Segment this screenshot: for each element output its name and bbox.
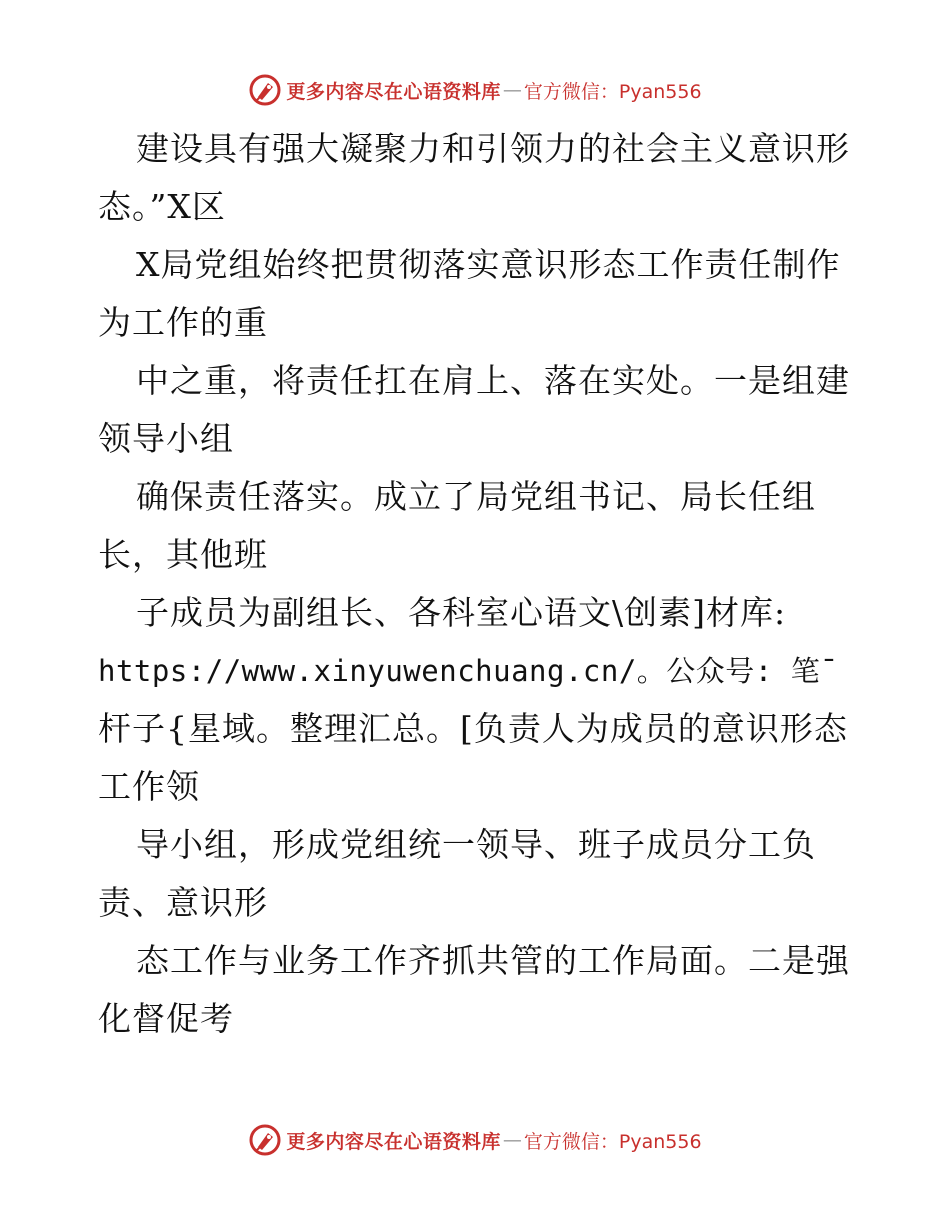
pen-nib-logo-icon [248, 73, 282, 107]
body-line: 工作领 [98, 767, 200, 806]
body-line: 责、意识形 [98, 883, 268, 922]
document-body [98, 120, 858, 1048]
body-line: 中之重，将责任扛在肩上、落在实处。一是组建 [136, 361, 850, 400]
header-watermark-contact: 官方微信：Pyan556 [523, 80, 702, 103]
body-line: 杆子{星域。整理汇总。[负责人为成员的意识形态 [98, 709, 848, 748]
footer-watermark [0, 1120, 950, 1160]
body-line: 子成员为副组长、各科室心语文\创素]材库: [136, 593, 787, 632]
body-line: 态工作与业务工作齐抓共管的工作局面。二是强 [136, 941, 850, 980]
header-watermark [0, 70, 950, 110]
body-line: 化督促考 [98, 999, 234, 1038]
body-line: 态。”X区 [98, 187, 226, 226]
body-line: 领导小组 [98, 419, 234, 458]
body-line: 长，其他班 [98, 535, 268, 574]
header-watermark-text: 更多内容尽在心语资料库 [286, 80, 501, 103]
footer-watermark-contact: 官方微信：Pyan556 [523, 1130, 702, 1153]
body-line: 建设具有强大凝聚力和引领力的社会主义意识形 [136, 129, 850, 168]
body-line: 导小组，形成党组统一领导、班子成员分工负 [136, 825, 816, 864]
pen-nib-logo-icon [248, 1123, 282, 1157]
body-line: 为工作的重 [98, 303, 268, 342]
body-line: X局党组始终把贯彻落实意识形态工作责任制作 [136, 245, 841, 284]
body-line: 确保责任落实。成立了局党组书记、局长任组 [136, 477, 816, 516]
body-line-url: https://www.xinyuwenchuang.cn/。公众号: 笔¯ [98, 654, 839, 688]
footer-watermark-dash: — [502, 1129, 522, 1151]
header-watermark-dash: — [502, 79, 522, 101]
footer-watermark-text: 更多内容尽在心语资料库 [286, 1130, 501, 1153]
